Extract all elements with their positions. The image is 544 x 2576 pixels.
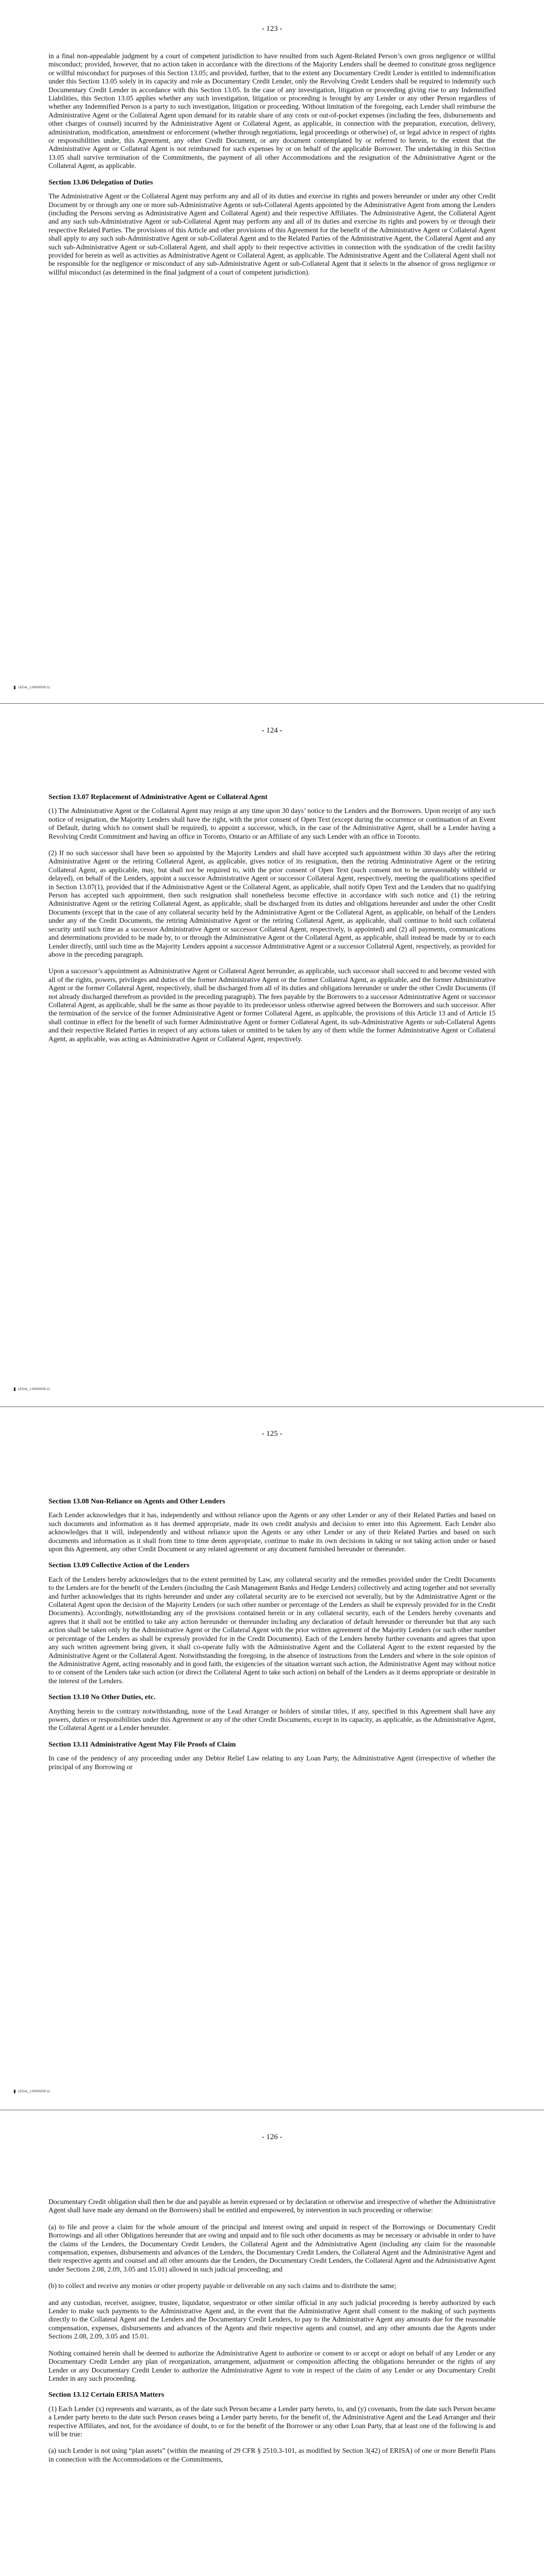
document-mark-icon: ▮ (13, 1386, 16, 1392)
paragraph: and any custodian, receiver, assignee, trustee, liquidator, sequestrator or other similar official in any such judicial proceeding is hereby authorized by each Lender to make such payments to the Administrative Agent and, in the event that the Administrative Agent shall consent to the making of such payments directly to the Collateral Agent and the Lenders and the Documentary Credit Lenders, to pay to the Administrative Agent any amounts due for the reasonable compensation, expenses, disbursements and advances of the Agents and their respective agents and counsel, and any other amounts due the Agents under Sections 2.08, 2.09, 3.05 and 15.01. (48, 2298, 496, 2341)
paragraph: Anything herein to the contrary notwithstanding, none of the Lead Arranger or holders of similar titles, if any, specified in this Agreement shall have any powers, duties or responsibilities under this Agreement or any of the other Credit Documents, except in its capacity, as applicable, as the Administrative Agent, the Collateral Agent or a Lender hereunder. (48, 1707, 496, 1732)
document-mark-icon: ▮ (13, 685, 16, 690)
document-page (0, 704, 544, 1406)
document-page (0, 2110, 544, 2576)
page-content (48, 2198, 496, 2472)
paragraph: (a) such Lender is not using “plan assets” (within the meaning of 29 CFR § 2510.3-101, as modified by Section 3(42) of ERISA) of one or more Benefit Plans in connection with the Accommodations or the Commitments, (48, 2447, 496, 2463)
paragraph: Nothing contained herein shall be deemed to authorize the Administrative Agent to authorize or consent to or accept or adopt on behalf of any Lender or any Documentary Credit Lender any plan of reorganization, arrangement, adjustment or composition affecting the obligations hereunder or the rights of any Lender or any Documentary Credit Lender to authorize the Administrative Agent to vote in respect of the claim of any Lender or any Documentary Credit Lender in any such proceeding. (48, 2349, 496, 2382)
paragraph: In case of the pendency of any proceeding under any Debtor Relief Law relating to any Loan Party, the Administrative Agent (irrespective of whether the principal of any Borrowing or (48, 1754, 496, 1771)
paragraph: in a final non-appealable judgment by a court of competent jurisdiction to have resulted from such Agent-Related Person’s own gross negligence or willful misconduct; provided, however, that no action taken in accordance with the directions of the Majority Lenders shall be deemed to constitute gross negligence or willful misconduct for purposes of this Section 13.05; and provided, further, that to the extent any Documentary Credit Lender is entitled to indemnification under this Section 13.05 solely in its capacity and role as Documentary Credit Lender, only the Revolving Credit Lenders shall be required to indemnify such Documentary Credit Lender in accordance with this Section 13.05. In the case of any investigation, litigation or proceeding giving rise to any Indemnified Liabilities, this Section 13.05 applies whether any such investigation, litigation or proceeding is brought by any Lender or any other Person regardless of whether any Indemnified Person is a party to such investigation, litigation or proceeding. Without limitation of the foregoing, each Lender shall reimburse the Administrative Agent or the Collateral Agent upon demand for its ratable share of any costs or out-of-pocket expenses (including the fees, disbursements and other charges of counsel) incurred by the Administrative Agent or Collateral Agent, as applicable, in connection with the preparation, execution, delivery, administration, modification, amendment or enforcement (whether through negotiations, legal proceedings or otherwise) of, or legal advice in respect of rights or responsibilities under, this Agreement, any other Credit Document, or any document contemplated by or referred to herein, to the extent that the Administrative Agent or Collateral Agent is not reimbursed for such expenses by or on behalf of the applicable Borrower. The undertaking in this Section 13.05 shall survive termination of the Commitments, the payment of all other Accommodations and the resignation of the Administrative Agent or the Collateral Agent, as applicable. (48, 52, 496, 170)
page-number: - 125 - (261, 1430, 283, 1438)
document-code-text: LEGAL_1:80000000.11 (18, 2090, 51, 2093)
document-page (0, 0, 544, 703)
paragraph: (b) to collect and receive any monies or other property payable or deliverable on any such claims and to distribute the same; (48, 2282, 397, 2290)
section-heading: Section 13.07 Replacement of Administrative Agent or Collateral Agent (48, 793, 268, 801)
paragraph: (2) If no such successor shall have been so appointed by the Majority Lenders and shall have accepted such appointment within 30 days after the retiring Administrative Agent or the retiring Collateral Agent, as applicable, gives notice of its resignation, then the retiring Administrative Agent or the retiring Collateral Agent, as applicable, may, but shall not be required to, with the prior consent of Open Text (such consent not to be unreasonably withheld or delayed), on behalf of the Lenders, appoint a successor Administrative Agent or successor Collateral Agent, respectively, meeting the qualifications specified in Section 13.07(1), provided that if the Administrative Agent or the Collateral Agent, as applicable, shall notify Open Text and the Lenders that no qualifying Person has accepted such appointment, then such resignation shall nonetheless become effective in accordance with such notice and (1) the retiring Administrative Agent or the retiring Collateral Agent, as applicable, shall be discharged from its duties and obligations hereunder and under the other Credit Documents (except that in the case of any collateral security held by the Administrative Agent or the Collateral Agent, as applicable, on behalf of the Lenders under any of the Credit Documents, the retiring Administrative Agent or the retiring Collateral Agent, as applicable, shall continue to hold such collateral security until such time as a successor Administrative Agent or successor Collateral Agent, respectively, is appointed) and (2) all payments, communications and determinations provided to be made by, to or through the Administrative Agent or the Collateral Agent, as applicable, shall instead be made by or to each Lender directly, until such time as the Majority Lenders appoint a successor Administrative Agent or a successor Collateral Agent, respectively, as provided for above in the preceding paragraph. (48, 849, 496, 958)
page-number: - 126 - (261, 2133, 283, 2141)
paragraph: (1) The Administrative Agent or the Collateral Agent may resign at any time upon 30 days’ notice to the Lenders and the Borrowers. Upon receipt of any such notice of resignation, the Majority Lenders shall have the right, with the prior consent of Open Text (except during the occurrence or continuation of an Event of Default, during which no consent shall be required), to appoint a successor, which, in the case of the Administrative Agent, shall be a Lender having a Revolving Credit Commitment and having an office in Toronto, Ontario or an Affiliate of any such Lender with an office in Toronto. (48, 807, 496, 840)
section-heading: Section 13.10 No Other Duties, etc. (48, 1693, 156, 1702)
section-heading: Section 13.11 Administrative Agent May File Proofs of Claim (48, 1740, 236, 1749)
page-number: - 124 - (261, 726, 283, 735)
document-code (13, 2088, 50, 2094)
section-heading: Section 13.12 Certain ERISA Matters (48, 2391, 164, 2399)
section-heading: Section 13.09 Collective Action of the Lenders (48, 1562, 190, 1570)
document-mark-icon: ▮ (13, 2089, 16, 2094)
page-content (48, 1498, 496, 1780)
section-heading: Section 13.06 Delegation of Duties (48, 178, 153, 187)
paragraph: Each Lender acknowledges that it has, independently and without reliance upon the Agents or any other Lender or any of their Related Parties and based on such documents and information as it has deemed appropriate, made its own credit analysis and decision to enter into this Agreement. Each Lender also acknowledges that it will, independently and without reliance upon the Agents or any other Lender or any of their Related Parties and based on such documents and information as it shall from time to time deem appropriate, continue to make its own decisions in taking or not taking action under or based upon this Agreement, any other Credit Document or any related agreement or any document furnished hereunder or thereunder. (48, 1511, 496, 1553)
page-content (48, 52, 496, 285)
paragraph: Upon a successor’s appointment as Administrative Agent or Collateral Agent hereunder, as applicable, such successor shall succeed to and become vested with all of the rights, powers, privileges and duties of the former Administrative Agent or the former Collateral Agent, as applicable, and the former Administrative Agent or the former Collateral Agent, respectively, shall be discharged from all of its duties and obligations hereunder or under the other Credit Documents (if not already discharged therefrom as provided in the preceding paragraph). The fees payable by the Borrowers to a successor Administrative Agent or successor Collateral Agent, as applicable, shall be the same as those payable to its predecessor unless otherwise agreed between the Borrowers and such successor. After the termination of the service of the former Administrative Agent or former Collateral Agent, as applicable, the provisions of this Article 13 and of Article 15 shall continue in effect for the benefit of such former Administrative Agent or former Collateral Agent, its sub-Administrative Agents or sub-Collateral Agents and their respective Related Parties in respect of any actions taken or omitted to be taken by any of them while the former Administrative Agent or Collateral Agent, as applicable, was acting as Administrative Agent or Collateral Agent, respectively. (48, 967, 496, 1043)
paragraph: Each of the Lenders hereby acknowledges that to the extent permitted by Law, any collateral security and the remedies provided under the Credit Documents to the Lenders are for the benefit of the Lenders (including the Cash Management Banks and Hedge Lenders) collectively and acting together and not severally and further acknowledges that its rights hereunder and under any collateral security are to be exercised not severally, but by the Administrative Agent or the Collateral Agent upon the decision of the Majority Lenders (or such other number or percentage of the Lenders as shall be expressly provided for in the Credit Documents). Accordingly, notwithstanding any of the provisions contained herein or in any collateral security, each of the Lenders hereby covenants and agrees that it shall not be entitled to take any action hereunder or thereunder including any declaration of default hereunder or thereunder but that any such action shall be taken only by the Administrative Agent or the Collateral Agent with the prior written agreement of the Majority Lenders (or such other number or percentage of the Lenders as shall be expressly provided for in the Credit Documents). Each of the Lenders hereby further covenants and agrees that upon any such written agreement being given, it shall co-operate fully with the Administrative Agent and the Collateral Agent to the extent requested by the Administrative Agent or the Collateral Agent. Notwithstanding the foregoing, in the absence of instructions from the Lenders and where in the sole opinion of the Administrative Agent, acting reasonably and in good faith, the exigencies of the situation warrant such action, the Administrative Agent may without notice to or consent of the Lenders take such action (or direct the Collateral Agent to take such action) on behalf of the Lenders as it deems appropriate or desirable in the interest of the Lenders. (48, 1575, 496, 1685)
section-heading: Section 13.08 Non-Reliance on Agents and Other Lenders (48, 1498, 225, 1505)
paragraph: (1) Each Lender (x) represents and warrants, as of the date such Person became a Lender party hereto, to, and (y) covenants, from the date such Person became a Lender party hereto to the date such Person ceases being a Lender party hereto, for the benefit of, the Administrative Agent and the Lead Arranger and their respective Affiliates, and not, for the avoidance of doubt, to or for the benefit of the Borrower or any other Loan Party, that at least one of the following is and will be true: (48, 2404, 496, 2438)
document-code (13, 1386, 50, 1392)
document-code-text: LEGAL_1:80000000.11 (18, 686, 51, 689)
paragraph: Documentary Credit obligation shall then be due and payable as herein expressed or by declaration or otherwise and irrespective of whether the Administrative Agent shall have made any demand on the Borrowers) shall be entitled and empowered, by intervention in such proceeding or otherwise: (48, 2198, 496, 2214)
page-content (48, 793, 496, 1052)
document-code (13, 684, 50, 690)
document-page (0, 1407, 544, 2110)
document-code-text: LEGAL_1:80000000.11 (18, 1388, 51, 1391)
page-number: - 123 - (261, 25, 283, 33)
paragraph: The Administrative Agent or the Collateral Agent may perform any and all of its duties and exercise its rights and powers hereunder or under any other Credit Document by or through any one or more sub-Administrative Agents or sub-Collateral Agents appointed by the Administrative Agent from among the Lenders (including the Persons serving as Administrative Agent and Collateral Agent) and their respective Affiliates. The Administrative Agent, the Collateral Agent and any such sub-Administrative Agent or sub-Collateral Agent may perform any and all of its duties and exercise its rights and powers by or through their respective Related Parties. The provisions of this Article and other provisions of this Agreement for the benefit of the Administrative Agent or Collateral Agent shall apply to any such sub-Administrative Agent or sub-Collateral Agent and to the Related Parties of the Administrative Agent, the Collateral Agent and any such sub-Administrative Agent or sub-Collateral Agent, and shall apply to their respective activities in connection with the syndication of the credit facility provided for herein as well as activities as Administrative Agent or Collateral Agent, as applicable. The Administrative Agent and the Collateral Agent shall not be responsible for the negligence or misconduct of any sub-Administrative Agent or sub-Collateral Agent that it selects in the absence of gross negligence or willful misconduct (as determined in the final judgment of a court of competent jurisdiction). (48, 192, 496, 276)
paragraph: (a) to file and prove a claim for the whole amount of the principal and interest owing and unpaid in respect of the Borrowings or Documentary Credit Borrowings and all other Obligations hereunder that are owing and unpaid and to file such other documents as may be necessary or advisable in order to have the claims of the Lenders, the Documentary Credit Lenders, the Collateral Agent and the Administrative Agent (including any claim for the reasonable compensation, expenses, disbursements and advances of the Lenders, the Documentary Credit Lenders, the Collateral Agent and the Administrative Agent and their respective agents and counsel and all other amounts due the Lenders, the Documentary Credit Lenders, the Collateral Agent and the Administrative Agent under Sections 2.08, 2.09, 3.05 and 15.01) allowed in such judicial proceeding; and (48, 2223, 496, 2273)
